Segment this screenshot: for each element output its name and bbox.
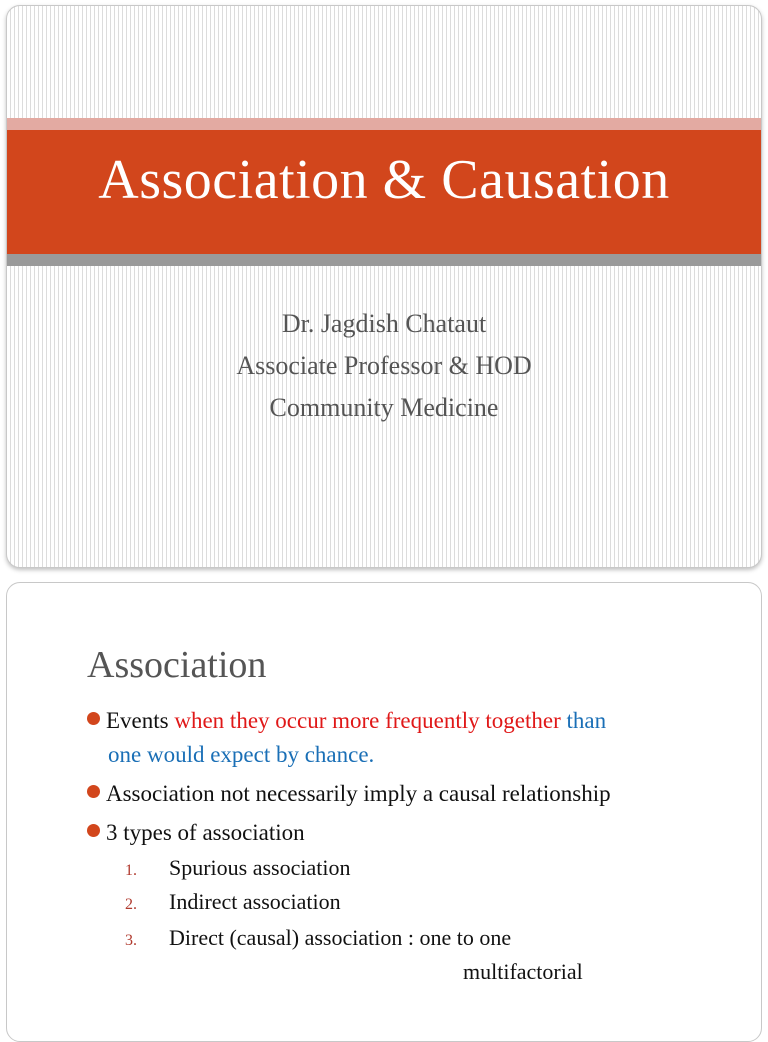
bullet-continuation: one would expect by chance. — [108, 742, 375, 767]
content-slide — [6, 582, 762, 1042]
bullet-item — [87, 704, 747, 738]
slide-heading: Association — [87, 644, 267, 686]
bullet-highlight-red: when they occur more frequently together — [174, 708, 561, 733]
item-label: Direct (causal) association : one to one — [169, 925, 512, 950]
author-position: Associate Professor & HOD — [236, 351, 532, 380]
author-department: Community Medicine — [269, 393, 499, 422]
accent-band-top — [7, 118, 761, 130]
item-label: Spurious association — [169, 855, 351, 880]
numbered-item — [125, 922, 511, 957]
accent-band-bottom — [7, 254, 761, 266]
title-slide — [6, 5, 762, 568]
item-number: 2. — [125, 896, 137, 913]
item-continuation: multifactorial — [463, 959, 583, 984]
bullet-highlight-blue: than — [560, 708, 607, 733]
slide-title: Association & Causation — [98, 149, 670, 211]
author-name: Dr. Jagdish Chataut — [281, 309, 487, 338]
bullet-dot-icon — [87, 785, 100, 798]
bullet-dot-icon — [87, 824, 100, 837]
bullet-dot-icon — [87, 712, 100, 725]
bullet-item — [87, 777, 611, 811]
bullet-text: 3 types of association — [106, 820, 305, 845]
item-label: Indirect association — [169, 889, 341, 914]
bullet-text: Association not necessarily imply a causal relationship — [106, 781, 611, 806]
numbered-item — [125, 886, 341, 921]
bullet-text: Events — [106, 708, 175, 733]
numbered-item — [125, 852, 351, 887]
item-number: 3. — [125, 932, 137, 949]
subtitle-block — [7, 303, 761, 429]
bullet-item — [87, 816, 305, 850]
item-number: 1. — [125, 862, 137, 879]
